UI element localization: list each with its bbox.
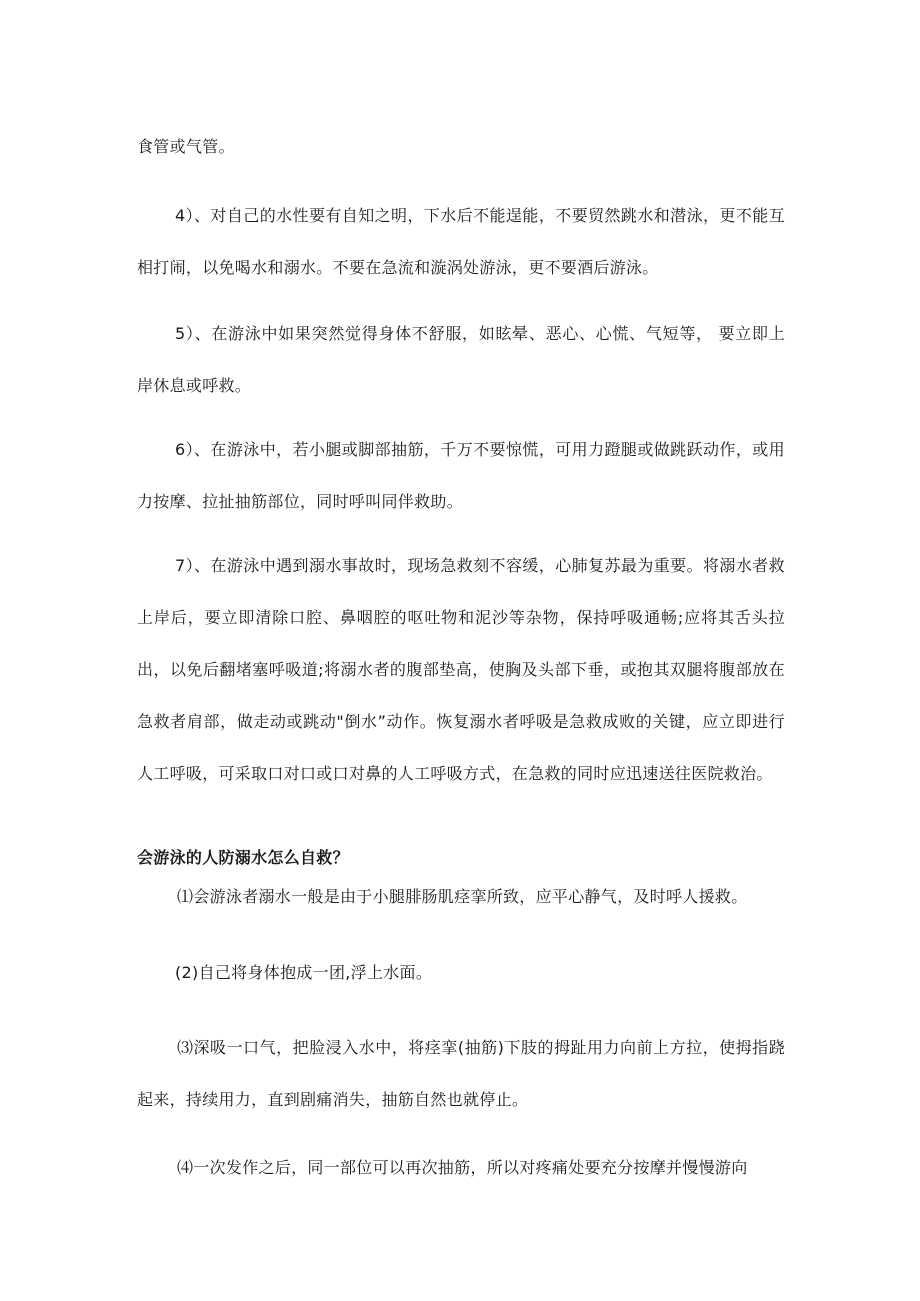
self-rescue-item-4: ⑷一次发作之后，同一部位可以再次抽筋，所以对疼痛处要充分按摩并慢慢游向 xyxy=(177,1158,748,1177)
paragraph-item-6: 6）、在游泳中，若小腿或脚部抽筋，千万不要惊慌，可用力蹬腿或做跳跃动作，或用力按摩、拉扯抽筋部位，同时呼叫同伴救助。 xyxy=(137,440,785,511)
paragraph-continuation: 食管或气管。 xyxy=(137,137,235,156)
paragraph-item-4: 4）、对自己的水性要有自知之明，下水后不能逞能，不要贸然跳水和潜泳，更不能互相打闹，以免喝水和溺水。不要在急流和漩涡处游泳，更不要酒后游泳。 xyxy=(137,206,785,277)
paragraph-item-7: 7）、在游泳中遇到溺水事故时，现场急救刻不容缓，心肺复苏最为重要。将溺水者救上岸后，要立即清除口腔、鼻咽腔的呕吐物和泥沙等杂物，保持呼吸通畅;应将其舌头拉出，以免后翻堵塞呼吸道;将溺水者的腹部垫高，使胸及头部下垂，或抱其双腿将腹部放在急救者肩部，做走动或跳动"倒水”动作。恢复溺水者呼吸是急救成败的关键，应立即进行人工呼吸，可采取口对口或口对鼻的人工呼吸方式，在急救的同时应迅速送往医院救治。 xyxy=(137,556,785,783)
paragraph-item-5: 5）、在游泳中如果突然觉得身体不舒服，如眩晕、恶心、心慌、气短等， 要立即上岸休息或呼救。 xyxy=(137,324,785,395)
self-rescue-item-3: ⑶深吸一口气，把脸浸入水中，将痉挛(抽筋)下肢的拇趾用力向前上方拉，使拇指跷起来，持续用力，直到剧痛消失，抽筋自然也就停止。 xyxy=(137,1038,785,1109)
self-rescue-item-2: (2)自己将身体抱成一团,浮上水面。 xyxy=(175,963,433,982)
section-heading: 会游泳的人防溺水怎么自救？ xyxy=(137,848,349,867)
self-rescue-item-1: ⑴会游泳者溺水一般是由于小腿腓肠肌痉挛所致，应平心静气，及时呼人援救。 xyxy=(177,887,748,906)
